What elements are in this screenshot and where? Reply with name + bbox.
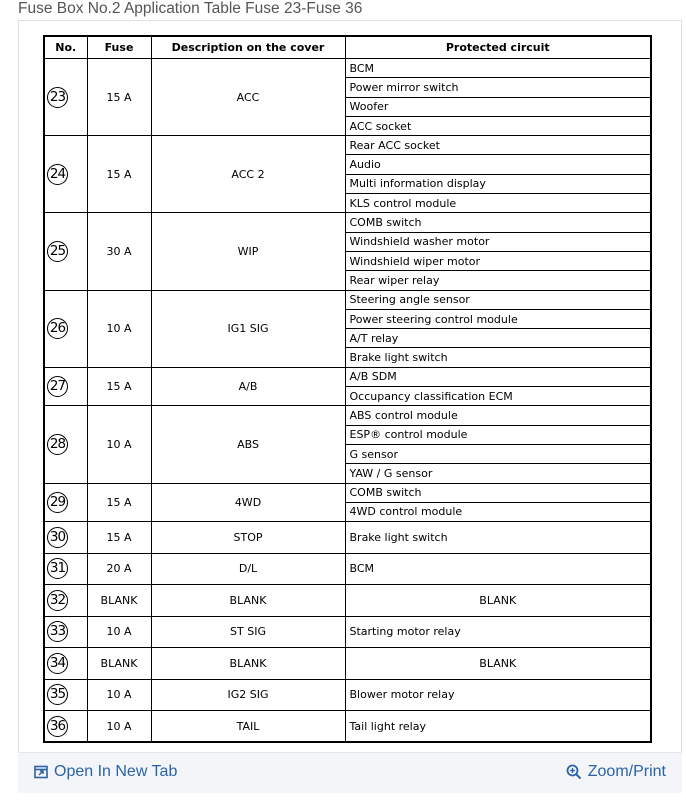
fuse-number-badge: 35: [47, 684, 68, 705]
fuse-number-cell: [44, 522, 87, 554]
fuse-number-badge: 32: [47, 590, 68, 611]
fuse-rating-cell: 10 A: [87, 406, 151, 483]
fuse-description-cell: IG1 SIG: [151, 290, 345, 367]
table-row: [44, 711, 651, 743]
fuse-rating-cell: 30 A: [87, 213, 151, 290]
header-fuse: Fuse: [87, 36, 151, 59]
table-row: [44, 483, 651, 502]
fuse-number-badge: 30: [47, 527, 68, 548]
protected-circuit-cell: Blower motor relay: [345, 679, 651, 711]
fuse-rating-cell: 10 A: [87, 290, 151, 367]
protected-circuit-cell: Power mirror switch: [345, 78, 651, 97]
fuse-description-cell: ST SIG: [151, 616, 345, 648]
fuse-description-cell: D/L: [151, 553, 345, 585]
fuse-description-cell: A/B: [151, 367, 345, 406]
table-row: [44, 367, 651, 386]
open-new-tab-link[interactable]: [34, 763, 177, 781]
fuse-number-badge: 36: [47, 716, 68, 737]
fuse-rating-cell: 15 A: [87, 483, 151, 522]
protected-circuit-cell: BCM: [345, 59, 651, 78]
fuse-description-cell: BLANK: [151, 585, 345, 617]
zoom-print-link[interactable]: [566, 763, 666, 781]
protected-circuit-cell: BLANK: [345, 648, 651, 680]
protected-circuit-cell: Rear ACC socket: [345, 136, 651, 155]
protected-circuit-cell: BCM: [345, 553, 651, 585]
fuse-number-cell: [44, 290, 87, 367]
protected-circuit-cell: ESP® control module: [345, 425, 651, 444]
fuse-number-badge: 25: [47, 241, 68, 262]
fuse-rating-cell: 10 A: [87, 616, 151, 648]
fuse-number-cell: [44, 616, 87, 648]
fuse-number-cell: [44, 59, 87, 136]
protected-circuit-cell: 4WD control module: [345, 502, 651, 521]
header-no: No.: [44, 36, 87, 59]
protected-circuit-cell: Starting motor relay: [345, 616, 651, 648]
fuse-number-cell: [44, 367, 87, 406]
table-row: [44, 616, 651, 648]
table-row: [44, 213, 651, 232]
protected-circuit-cell: Brake light switch: [345, 522, 651, 554]
table-row: [44, 136, 651, 155]
zoom-print-label: Zoom/Print: [587, 763, 666, 780]
zoom-icon: [566, 764, 582, 780]
fuse-table-body: [44, 59, 651, 743]
fuse-number-badge: 29: [47, 492, 68, 513]
fuse-number-badge: 33: [47, 621, 68, 642]
protected-circuit-cell: COMB switch: [345, 483, 651, 502]
fuse-rating-cell: 10 A: [87, 679, 151, 711]
table-row: [44, 59, 651, 78]
fuse-number-cell: [44, 136, 87, 213]
fuse-rating-cell: 15 A: [87, 367, 151, 406]
header-description: Description on the cover: [151, 36, 345, 59]
fuse-number-badge: 26: [47, 318, 68, 339]
fuse-number-cell: [44, 648, 87, 680]
fuse-rating-cell: 20 A: [87, 553, 151, 585]
fuse-number-badge: 24: [47, 164, 68, 185]
protected-circuit-cell: Brake light switch: [345, 348, 651, 367]
protected-circuit-cell: Windshield washer motor: [345, 232, 651, 251]
table-row: [44, 648, 651, 680]
image-toolbar: [18, 752, 682, 793]
fuse-description-cell: STOP: [151, 522, 345, 554]
protected-circuit-cell: A/T relay: [345, 329, 651, 348]
protected-circuit-cell: COMB switch: [345, 213, 651, 232]
protected-circuit-cell: Steering angle sensor: [345, 290, 651, 309]
fuse-number-badge: 34: [47, 653, 68, 674]
fuse-table: [43, 35, 652, 743]
fuse-rating-cell: 15 A: [87, 522, 151, 554]
protected-circuit-cell: BLANK: [345, 585, 651, 617]
fuse-number-cell: [44, 483, 87, 522]
header-circuit: Protected circuit: [345, 36, 651, 59]
fuse-description-cell: WIP: [151, 213, 345, 290]
fuse-number-cell: [44, 553, 87, 585]
table-row: [44, 522, 651, 554]
fuse-rating-cell: BLANK: [87, 648, 151, 680]
protected-circuit-cell: Occupancy classification ECM: [345, 387, 651, 406]
protected-circuit-cell: Tail light relay: [345, 711, 651, 743]
fuse-description-cell: ABS: [151, 406, 345, 483]
fuse-description-cell: IG2 SIG: [151, 679, 345, 711]
image-caption: Fuse Box No.2 Application Table Fuse 23-Fuse 36: [18, 0, 363, 17]
protected-circuit-cell: ABS control module: [345, 406, 651, 425]
fuse-description-cell: ACC: [151, 59, 345, 136]
open-new-tab-label: Open In New Tab: [54, 763, 178, 780]
protected-circuit-cell: Multi information display: [345, 174, 651, 193]
fuse-number-cell: [44, 406, 87, 483]
fuse-rating-cell: 15 A: [87, 136, 151, 213]
table-row: [44, 585, 651, 617]
table-row: [44, 406, 651, 425]
protected-circuit-cell: G sensor: [345, 444, 651, 463]
fuse-number-cell: [44, 679, 87, 711]
fuse-number-cell: [44, 213, 87, 290]
fuse-number-cell: [44, 585, 87, 617]
fuse-number-badge: 31: [47, 558, 68, 579]
protected-circuit-cell: Woofer: [345, 97, 651, 116]
fuse-number-badge: 27: [47, 376, 68, 397]
fuse-number-cell: [44, 711, 87, 743]
fuse-description-cell: TAIL: [151, 711, 345, 743]
fuse-rating-cell: 15 A: [87, 59, 151, 136]
protected-circuit-cell: A/B SDM: [345, 367, 651, 386]
protected-circuit-cell: Power steering control module: [345, 309, 651, 328]
fuse-rating-cell: 10 A: [87, 711, 151, 743]
protected-circuit-cell: YAW / G sensor: [345, 464, 651, 483]
table-row: [44, 290, 651, 309]
fuse-description-cell: ACC 2: [151, 136, 345, 213]
table-row: [44, 679, 651, 711]
fuse-number-badge: 23: [47, 87, 68, 108]
fuse-description-cell: BLANK: [151, 648, 345, 680]
open-tab-icon: [34, 765, 48, 779]
protected-circuit-cell: Rear wiper relay: [345, 271, 651, 290]
fuse-description-cell: 4WD: [151, 483, 345, 522]
protected-circuit-cell: Audio: [345, 155, 651, 174]
protected-circuit-cell: KLS control module: [345, 194, 651, 213]
protected-circuit-cell: Windshield wiper motor: [345, 251, 651, 270]
protected-circuit-cell: ACC socket: [345, 116, 651, 135]
fuse-rating-cell: BLANK: [87, 585, 151, 617]
fuse-number-badge: 28: [47, 434, 68, 455]
table-row: [44, 553, 651, 585]
